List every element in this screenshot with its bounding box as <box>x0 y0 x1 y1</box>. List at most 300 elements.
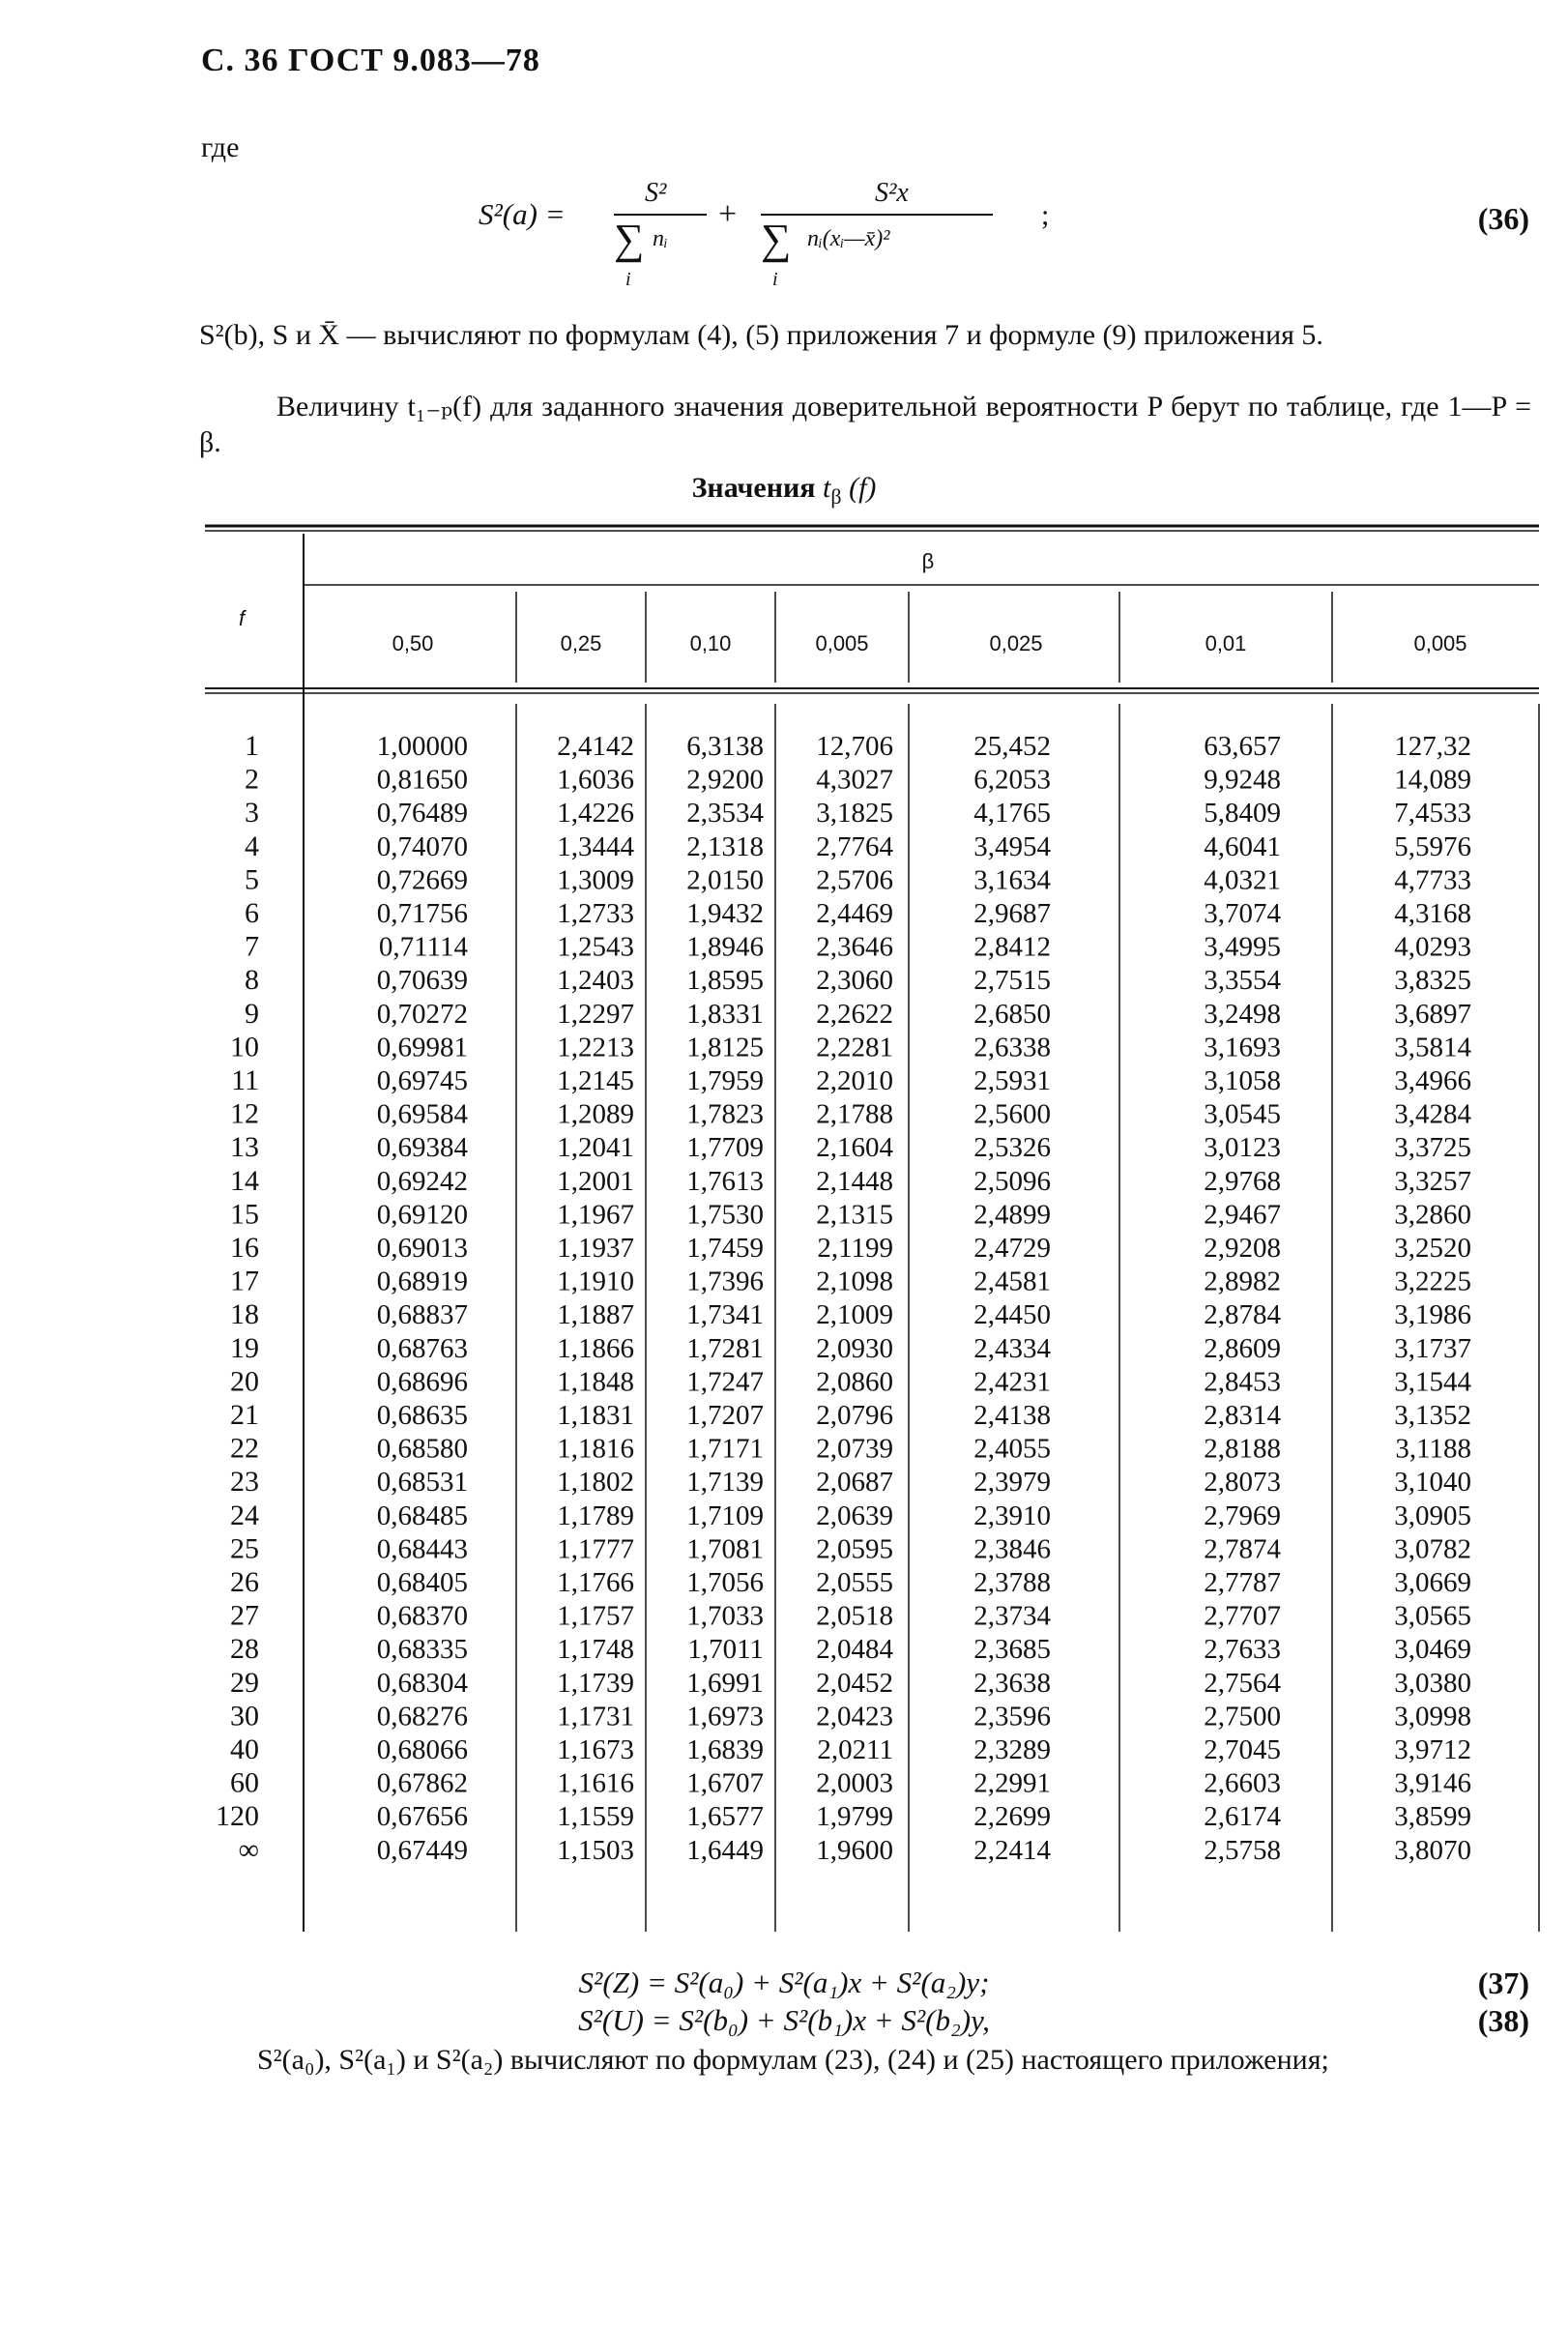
table-cell: 1,1616 <box>557 1767 634 1799</box>
table-cell: 0,81650 <box>376 764 468 796</box>
table-cell: 2,1009 <box>816 1299 893 1331</box>
table-cell: 0,71756 <box>376 898 468 929</box>
table-cell: 2,4450 <box>973 1299 1051 1331</box>
beta-value-header: 0,10 <box>689 631 732 655</box>
table-cell: 1,2145 <box>557 1065 634 1096</box>
sigma-icon: ∑ <box>614 216 645 263</box>
table-cell: 2,5706 <box>816 864 893 896</box>
table-cell: 2,8073 <box>1204 1467 1281 1499</box>
formula-36-frac2-numerator: S²x <box>875 178 909 208</box>
table-cell: 2,7633 <box>1204 1634 1281 1666</box>
table-cell: 1,2543 <box>557 931 634 963</box>
table-cell: 3,4954 <box>973 830 1051 862</box>
table-cell: 6,2053 <box>973 764 1051 796</box>
table-cell: 3,0565 <box>1394 1600 1471 1632</box>
table-cell: 2,7045 <box>1204 1734 1281 1765</box>
table-cell: 2,0555 <box>816 1567 893 1598</box>
table-cell: 1,7281 <box>686 1332 764 1364</box>
table-cell: 3,5814 <box>1394 1032 1471 1063</box>
table-cell: 1,8946 <box>686 931 764 963</box>
table-cell: 0,68580 <box>376 1433 468 1465</box>
table-cell: 4,3168 <box>1394 898 1471 929</box>
table-cell: 1,6973 <box>686 1701 764 1732</box>
table-cell: 1,1887 <box>557 1299 634 1331</box>
paragraph-1: S²(b), S и X̄ — вычисляют по формулам (4), (5) приложения 7 и формуле (9) приложения 5. <box>199 319 1323 351</box>
row-f-value: 7 <box>245 930 259 963</box>
table-cell: 1,00000 <box>376 731 468 762</box>
table-cell: 1,7459 <box>686 1233 764 1264</box>
table-cell: 2,0595 <box>816 1533 893 1565</box>
row-f-value: 40 <box>230 1733 259 1765</box>
table-cell: 1,7341 <box>686 1299 764 1331</box>
page-header: С. 36 ГОСТ 9.083—78 <box>201 43 540 78</box>
row-f-value: 1 <box>245 730 259 762</box>
formula-36-plus: + <box>718 196 738 232</box>
table-cell: 0,67449 <box>376 1834 468 1866</box>
table-cell: 2,7564 <box>1204 1667 1281 1699</box>
table-cell: 2,8412 <box>973 931 1051 963</box>
table-cell: 0,69120 <box>376 1199 468 1231</box>
formula-36-lhs: S²(a) = <box>479 197 566 231</box>
table-cell: 1,4226 <box>557 798 634 830</box>
table-cell: 0,68763 <box>376 1332 468 1364</box>
table-cell: 2,7707 <box>1204 1600 1281 1632</box>
table-cell: 1,3444 <box>557 830 634 862</box>
formula-36-number: (36) <box>1477 201 1529 236</box>
table-cell: 0,72669 <box>376 864 468 896</box>
table-cell: 2,0796 <box>816 1400 893 1431</box>
table-cell: 0,70272 <box>376 998 468 1030</box>
equation-38-number: (38) <box>1477 2003 1529 2038</box>
table-cell: 2,8609 <box>1204 1332 1281 1364</box>
table-cell: 2,3788 <box>973 1567 1051 1598</box>
table-cell: 2,2991 <box>973 1767 1051 1799</box>
table-cell: 2,1315 <box>816 1199 893 1231</box>
row-f-value: 2 <box>245 763 259 796</box>
table-title-argument: (f) <box>849 472 877 504</box>
table-cell: 2,0860 <box>816 1366 893 1398</box>
table-cell: 0,68696 <box>376 1366 468 1398</box>
table-cell: 2,3979 <box>973 1467 1051 1499</box>
final-paragraph: S²(a₀), S²(a₁) и S²(a₂) вычисляют по формулам (23), (24) и (25) настоящего приложения; <box>257 2044 1329 2076</box>
table-cell: 0,68276 <box>376 1701 468 1732</box>
table-cell: 2,0003 <box>816 1767 893 1799</box>
table-cell: 2,0150 <box>686 864 764 896</box>
table-cell: 2,8453 <box>1204 1366 1281 1398</box>
table-cell: 2,4055 <box>973 1433 1051 1465</box>
table-cell: 2,7500 <box>1204 1701 1281 1732</box>
table-cell: 2,8314 <box>1204 1400 1281 1431</box>
table-cell: 2,9768 <box>1204 1165 1281 1197</box>
row-f-value: 3 <box>245 797 259 830</box>
table-cell: 2,3910 <box>973 1499 1051 1531</box>
table-cell: 3,8070 <box>1394 1834 1471 1866</box>
table-cell: 3,3725 <box>1394 1132 1471 1164</box>
table-cell: 3,1058 <box>1204 1065 1281 1096</box>
table-cell: 1,1866 <box>557 1332 634 1364</box>
table-cell: 3,2225 <box>1394 1266 1471 1297</box>
table-cell: 1,1503 <box>557 1834 634 1866</box>
table-cell: 1,1848 <box>557 1366 634 1398</box>
table-cell: 2,7515 <box>973 965 1051 997</box>
table-cell: 0,69242 <box>376 1165 468 1197</box>
table-cell: 2,8982 <box>1204 1266 1281 1297</box>
table-cell: 2,0518 <box>816 1600 893 1632</box>
table-cell: 3,0469 <box>1394 1634 1471 1666</box>
row-f-value: 28 <box>230 1633 259 1666</box>
table-cell: 2,1098 <box>816 1266 893 1297</box>
table-cell: 1,9600 <box>816 1834 893 1866</box>
table-cell: 1,6577 <box>686 1801 764 1833</box>
table-cell: 1,2089 <box>557 1098 634 1130</box>
table-cell: 3,1737 <box>1394 1332 1471 1364</box>
equation-37: S²(Z) = S²(a₀) + S²(a₁)x + S²(a₂)y; <box>578 1965 990 1999</box>
table-cell: 0,69981 <box>376 1032 468 1063</box>
table-cell: 2,3846 <box>973 1533 1051 1565</box>
table-cell: 2,3734 <box>973 1600 1051 1632</box>
table-cell: 1,1739 <box>557 1667 634 1699</box>
table-cell: 9,9248 <box>1204 764 1281 796</box>
table-cell: 1,7139 <box>686 1467 764 1499</box>
table-cell: 0,70639 <box>376 965 468 997</box>
table-cell: 2,4899 <box>973 1199 1051 1231</box>
beta-value-header: 0,005 <box>815 631 869 655</box>
table-cell: 2,1318 <box>686 830 764 862</box>
table-cell: 1,2733 <box>557 898 634 929</box>
table-cell: 1,8125 <box>686 1032 764 1063</box>
table-cell: 1,1757 <box>557 1600 634 1632</box>
table-cell: 2,9208 <box>1204 1233 1281 1264</box>
table-cell: 0,68443 <box>376 1533 468 1565</box>
table-cell: 1,6036 <box>557 764 634 796</box>
table-cell: 3,2860 <box>1394 1199 1471 1231</box>
table-cell: 25,452 <box>973 731 1051 762</box>
table-cell: 3,0905 <box>1394 1499 1471 1531</box>
table-cell: 2,3534 <box>686 798 764 830</box>
table-cell: 1,2213 <box>557 1032 634 1063</box>
table-cell: 2,3638 <box>973 1667 1051 1699</box>
table-cell: 3,7074 <box>1204 898 1281 929</box>
table-cell: 1,2297 <box>557 998 634 1030</box>
table-cell: 3,1634 <box>973 864 1051 896</box>
table-cell: 0,68370 <box>376 1600 468 1632</box>
table-cell: 3,4284 <box>1394 1098 1471 1130</box>
table-cell: 1,6707 <box>686 1767 764 1799</box>
table-cell: 2,5600 <box>973 1098 1051 1130</box>
row-f-value: 22 <box>230 1432 259 1465</box>
table-cell: 2,4231 <box>973 1366 1051 1398</box>
table-cell: 1,1673 <box>557 1734 634 1765</box>
table-cell: 0,67862 <box>376 1767 468 1799</box>
table-cell: 3,6897 <box>1394 998 1471 1030</box>
table-cell: 3,4966 <box>1394 1065 1471 1096</box>
table-cell: 2,0639 <box>816 1499 893 1531</box>
table-cell: 3,0669 <box>1394 1567 1471 1598</box>
table-cell: 0,68531 <box>376 1467 468 1499</box>
table-cell: 1,9799 <box>816 1801 893 1833</box>
table-cell: 2,9200 <box>686 764 764 796</box>
table-cell: 3,9146 <box>1394 1767 1471 1799</box>
beta-value-header: 0,005 <box>1413 631 1467 655</box>
table-title-text: Значения <box>691 472 816 504</box>
table-cell: 2,4581 <box>973 1266 1051 1297</box>
table-cell: 0,68066 <box>376 1734 468 1765</box>
table-cell: 2,5758 <box>1204 1834 1281 1866</box>
table-cell: 2,0484 <box>816 1634 893 1666</box>
table-cell: 0,69013 <box>376 1233 468 1264</box>
table-cell: 0,68837 <box>376 1299 468 1331</box>
table-cell: 4,0293 <box>1394 931 1471 963</box>
table-cell: 0,69384 <box>376 1132 468 1164</box>
table-cell: 1,8331 <box>686 998 764 1030</box>
table-cell: 2,0423 <box>816 1701 893 1732</box>
row-f-value: 13 <box>230 1131 259 1164</box>
table-cell: 2,4142 <box>557 731 634 762</box>
table-cell: 1,7171 <box>686 1433 764 1465</box>
table-cell: 0,71114 <box>378 931 468 963</box>
formula-36-frac2-denominator: nᵢ(xᵢ—x̄)² <box>807 226 890 251</box>
table-cell: 2,7787 <box>1204 1567 1281 1598</box>
row-f-value: 10 <box>230 1031 259 1063</box>
table-cell: 1,1789 <box>557 1499 634 1531</box>
table-title-subscript: β <box>830 484 842 509</box>
row-f-value: 29 <box>230 1666 259 1699</box>
row-f-value: 27 <box>230 1599 259 1632</box>
table-cell: 2,2010 <box>816 1065 893 1096</box>
table-cell: 1,1910 <box>557 1266 634 1297</box>
row-f-value: 12 <box>230 1097 259 1130</box>
row-f-value: 24 <box>230 1499 259 1531</box>
table-cell: 1,7109 <box>686 1499 764 1531</box>
table-cell: 1,7081 <box>686 1533 764 1565</box>
table-cell: 1,7530 <box>686 1199 764 1231</box>
table-cell: 0,68405 <box>376 1567 468 1598</box>
sigma-icon: ∑ <box>761 216 792 263</box>
table-cell: 1,7613 <box>686 1165 764 1197</box>
table-cell: 1,6839 <box>686 1734 764 1765</box>
row-f-value: 9 <box>245 997 259 1030</box>
row-f-value: 16 <box>230 1232 259 1264</box>
table-cell: 2,6338 <box>973 1032 1051 1063</box>
table-cell: 3,8599 <box>1394 1801 1471 1833</box>
table-cell: 4,6041 <box>1204 830 1281 862</box>
table-cell: 2,0687 <box>816 1467 893 1499</box>
table-cell: 2,3596 <box>973 1701 1051 1732</box>
equation-37-number: (37) <box>1477 1965 1529 2000</box>
table-cell: 1,7709 <box>686 1132 764 1164</box>
table-cell: 3,0380 <box>1394 1667 1471 1699</box>
table-cell: 2,2699 <box>973 1801 1051 1833</box>
table-cell: 2,1448 <box>816 1165 893 1197</box>
table-cell: 2,0211 <box>817 1734 893 1765</box>
table-cell: 1,1777 <box>557 1533 634 1565</box>
table-cell: 0,67656 <box>376 1801 468 1833</box>
table-cell: 2,6850 <box>973 998 1051 1030</box>
beta-value-header: 0,025 <box>989 631 1043 655</box>
equation-38: S²(U) = S²(b₀) + S²(b₁)x + S²(b₂)y, <box>578 2003 990 2037</box>
row-f-value: 4 <box>245 830 259 862</box>
table-title-symbol: t <box>823 472 831 504</box>
table-cell: 2,5096 <box>973 1165 1051 1197</box>
table-cell: 1,1731 <box>557 1701 634 1732</box>
table-cell: 3,3257 <box>1394 1165 1471 1197</box>
table-cell: 2,3060 <box>816 965 893 997</box>
table-cell: 12,706 <box>816 731 893 762</box>
table-cell: 1,7396 <box>686 1266 764 1297</box>
table-cell: 2,6174 <box>1204 1801 1281 1833</box>
table-cell: 1,6991 <box>686 1667 764 1699</box>
row-f-value: 6 <box>245 897 259 929</box>
table-cell: 1,1937 <box>557 1233 634 1264</box>
formula-36-frac1-denominator: nᵢ <box>653 226 668 251</box>
table-cell: 1,7207 <box>686 1400 764 1431</box>
table-cell: 2,4138 <box>973 1400 1051 1431</box>
table-cell: 2,8188 <box>1204 1433 1281 1465</box>
table-cell: 2,4334 <box>973 1332 1051 1364</box>
table-cell: 0,76489 <box>376 798 468 830</box>
table-cell: 1,1967 <box>557 1199 634 1231</box>
table-cell: 2,1199 <box>817 1233 893 1264</box>
beta-value-header: 0,50 <box>392 631 434 655</box>
table-cell: 1,9432 <box>686 898 764 929</box>
row-f-value: 23 <box>230 1466 259 1499</box>
table-cell: 3,9712 <box>1394 1734 1471 1765</box>
table-cell: 63,657 <box>1204 731 1281 762</box>
table-cell: 1,7247 <box>686 1366 764 1398</box>
table-cell: 2,4729 <box>973 1233 1051 1264</box>
table-cell: 7,4533 <box>1394 798 1471 830</box>
table-cell: 3,2498 <box>1204 998 1281 1030</box>
table-cell: 2,3289 <box>973 1734 1051 1765</box>
table-cell: 3,0545 <box>1204 1098 1281 1130</box>
row-f-value: 20 <box>230 1365 259 1398</box>
table-cell: 1,6449 <box>686 1834 764 1866</box>
table-cell: 2,3685 <box>973 1634 1051 1666</box>
table-cell: 1,7033 <box>686 1600 764 1632</box>
table-cell: 4,0321 <box>1204 864 1281 896</box>
table-cell: 3,0998 <box>1394 1701 1471 1732</box>
formula-36-semicolon: ; <box>1041 199 1050 231</box>
table-cell: 1,1802 <box>557 1467 634 1499</box>
table-cell: 2,1788 <box>816 1098 893 1130</box>
table-cell: 1,1816 <box>557 1433 634 1465</box>
table-cell: 2,2622 <box>816 998 893 1030</box>
table-cell: 14,089 <box>1394 764 1471 796</box>
f-column-header: f <box>238 606 246 630</box>
row-f-value: 120 <box>216 1800 259 1833</box>
table-cell: 0,68304 <box>376 1667 468 1699</box>
table-cell: 0,68919 <box>376 1266 468 1297</box>
table-cell: 2,7764 <box>816 830 893 862</box>
row-f-value: 15 <box>230 1198 259 1231</box>
table-cell: 1,1766 <box>557 1567 634 1598</box>
table-cell: 1,1831 <box>557 1400 634 1431</box>
table-cell: 2,8784 <box>1204 1299 1281 1331</box>
table-cell: 3,1986 <box>1394 1299 1471 1331</box>
table-cell: 0,68335 <box>376 1634 468 1666</box>
table-cell: 1,7056 <box>686 1567 764 1598</box>
table-cell: 3,4995 <box>1204 931 1281 963</box>
table-cell: 0,69584 <box>376 1098 468 1130</box>
formula-36-frac1-numerator: S² <box>645 178 667 208</box>
table-cell: 5,8409 <box>1204 798 1281 830</box>
table-cell: 2,1604 <box>816 1132 893 1164</box>
paragraph-2: Величину t₁₋ₚ(f) для заданного значения доверительной вероятности P берут по таблице, где 1—P = β. <box>199 391 1531 458</box>
table-cell: 3,3554 <box>1204 965 1281 997</box>
table-cell: 3,0782 <box>1394 1533 1471 1565</box>
table-cell: 2,3646 <box>816 931 893 963</box>
row-f-value: 26 <box>230 1566 259 1598</box>
table-cell: 4,7733 <box>1394 864 1471 896</box>
table-cell: 5,5976 <box>1394 830 1471 862</box>
table-cell: 3,1544 <box>1394 1366 1471 1398</box>
table-cell: 4,1765 <box>973 798 1051 830</box>
table-cell: 2,6603 <box>1204 1767 1281 1799</box>
row-f-value: 11 <box>231 1064 259 1096</box>
beta-column-header: β <box>921 549 935 573</box>
table-cell: 2,7874 <box>1204 1533 1281 1565</box>
table-cell: 0,69745 <box>376 1065 468 1096</box>
row-f-value: 17 <box>230 1265 259 1297</box>
table-cell: 6,3138 <box>686 731 764 762</box>
table-cell: 1,8595 <box>686 965 764 997</box>
table-cell: 1,2403 <box>557 965 634 997</box>
table-cell: 3,1693 <box>1204 1032 1281 1063</box>
table-cell: 3,0123 <box>1204 1132 1281 1164</box>
table-cell: 4,3027 <box>816 764 893 796</box>
table-cell: 2,0930 <box>816 1332 893 1364</box>
row-f-value: 8 <box>245 964 259 997</box>
row-f-value: 25 <box>230 1532 259 1565</box>
table-cell: 2,9467 <box>1204 1199 1281 1231</box>
table-cell: 3,1188 <box>1395 1433 1471 1465</box>
table-cell: 1,7959 <box>686 1065 764 1096</box>
table-cell: 1,2041 <box>557 1132 634 1164</box>
table-cell: 2,7969 <box>1204 1499 1281 1531</box>
table-cell: 2,2414 <box>973 1834 1051 1866</box>
table-cell: 1,3009 <box>557 864 634 896</box>
table-cell: 1,2001 <box>557 1165 634 1197</box>
table-cell: 1,1559 <box>557 1801 634 1833</box>
table-cell: 2,4469 <box>816 898 893 929</box>
table-cell: 3,2520 <box>1394 1233 1471 1264</box>
formula-36-frac1-index: i <box>625 269 631 290</box>
row-f-value: 30 <box>230 1700 259 1732</box>
table-cell: 3,1040 <box>1394 1467 1471 1499</box>
table-cell: 2,2281 <box>816 1032 893 1063</box>
table-cell: 3,1352 <box>1394 1400 1471 1431</box>
beta-value-header: 0,25 <box>560 631 602 655</box>
table-cell: 2,5931 <box>973 1065 1051 1096</box>
table-cell: 0,68635 <box>376 1400 468 1431</box>
table-cell: 0,74070 <box>376 830 468 862</box>
row-f-value: 14 <box>230 1164 259 1197</box>
table-cell: 1,1748 <box>557 1634 634 1666</box>
table-cell: 1,7011 <box>687 1634 764 1666</box>
formula-36-frac2-index: i <box>772 269 778 290</box>
table-cell: 2,0452 <box>816 1667 893 1699</box>
where-label: где <box>201 131 240 163</box>
table-cell: 0,68485 <box>376 1499 468 1531</box>
table-cell: 1,7823 <box>686 1098 764 1130</box>
table-cell: 2,0739 <box>816 1433 893 1465</box>
row-f-value: 21 <box>230 1399 259 1431</box>
row-f-value: 18 <box>230 1298 259 1331</box>
table-cell: 2,9687 <box>973 898 1051 929</box>
row-f-value: 19 <box>230 1331 259 1364</box>
beta-value-header: 0,01 <box>1205 631 1247 655</box>
table-cell: 127,32 <box>1394 731 1471 762</box>
